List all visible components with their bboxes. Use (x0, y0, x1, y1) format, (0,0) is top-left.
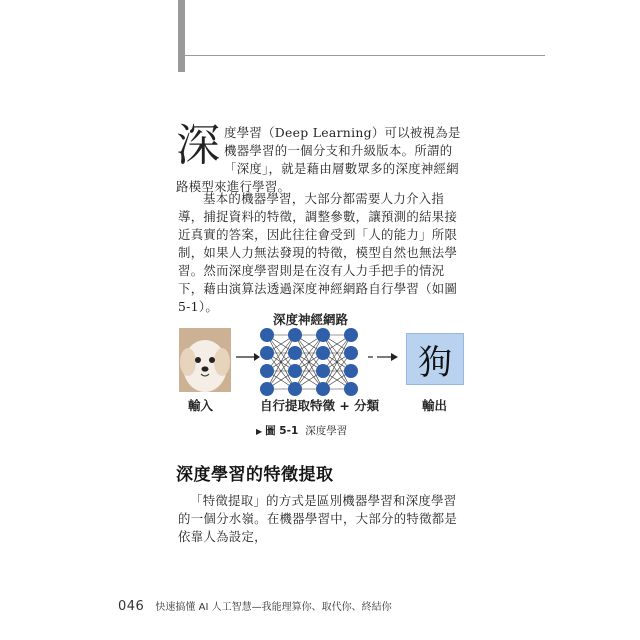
arrow-output-icon (368, 352, 398, 362)
network-node (344, 364, 358, 378)
neural-network-diagram (256, 326, 366, 398)
network-node (260, 346, 274, 360)
intro-text: 度學習（Deep Learning）可以被視為是機器學習的一個分支和升級版本。所謂的「深度」，就是藉由層數眾多的深度神經網路模型來進行學習。 (176, 125, 461, 194)
intro-paragraph (176, 120, 466, 196)
arrow-input-icon (236, 352, 260, 362)
figure-caption (256, 423, 347, 438)
network-node (260, 328, 274, 342)
network-node (344, 346, 358, 360)
figure-title: 深度神經網路 (273, 312, 349, 327)
margin-bar (178, 0, 185, 72)
figure-deep-learning (176, 300, 476, 420)
network-node (288, 346, 302, 360)
book-title: 快速搞懂 AI 人工智慧—我能理算你、取代你、終結你 (155, 602, 392, 613)
paragraph-basic-ml: 基本的機器學習，大部分都需要人力介入指導，捕捉資料的特徵，調整參數，讓預測的結果接近真實的答案，因此往往會受到「人的能力」所限制，如果人力無法發現的特徵，模型自然也無法學習。然而深度學習則是在沒有人力手把手的情況下，藉由演算法透過深度神經網路自行學習（如圖 5-1）。 (178, 191, 458, 314)
dog-photo (179, 328, 231, 392)
page-number: 046 (118, 599, 145, 614)
network-node (316, 328, 330, 342)
paragraph-feature-extraction: 「特徵提取」的方式是區別機器學習和深度學習的一個分水嶺。在機器學習中，大部分的特徵都是依靠人為設定， (178, 493, 458, 544)
caption-triangle-icon: ▶ (256, 427, 263, 436)
network-node (288, 364, 302, 378)
network-node (260, 382, 274, 396)
network-node (316, 382, 330, 396)
network-node (288, 382, 302, 396)
network-node (344, 382, 358, 396)
network-node (316, 364, 330, 378)
network-node (316, 346, 330, 360)
network-node (260, 364, 274, 378)
dropcap: 深 (176, 120, 220, 171)
dog-illustration (179, 328, 231, 392)
label-features: 自行提取特徵 + 分類 (260, 398, 380, 413)
label-input: 輸入 (188, 398, 214, 413)
caption-number: 圖 5-1 (265, 425, 299, 437)
network-node (344, 328, 358, 342)
page-footer (118, 595, 392, 614)
output-box: 狗 (406, 333, 464, 385)
label-output: 輸出 (422, 398, 448, 413)
section-heading: 深度學習的特徵提取 (176, 465, 334, 485)
header-rule (185, 55, 545, 56)
caption-text: 深度學習 (305, 425, 348, 437)
network-node (288, 328, 302, 342)
